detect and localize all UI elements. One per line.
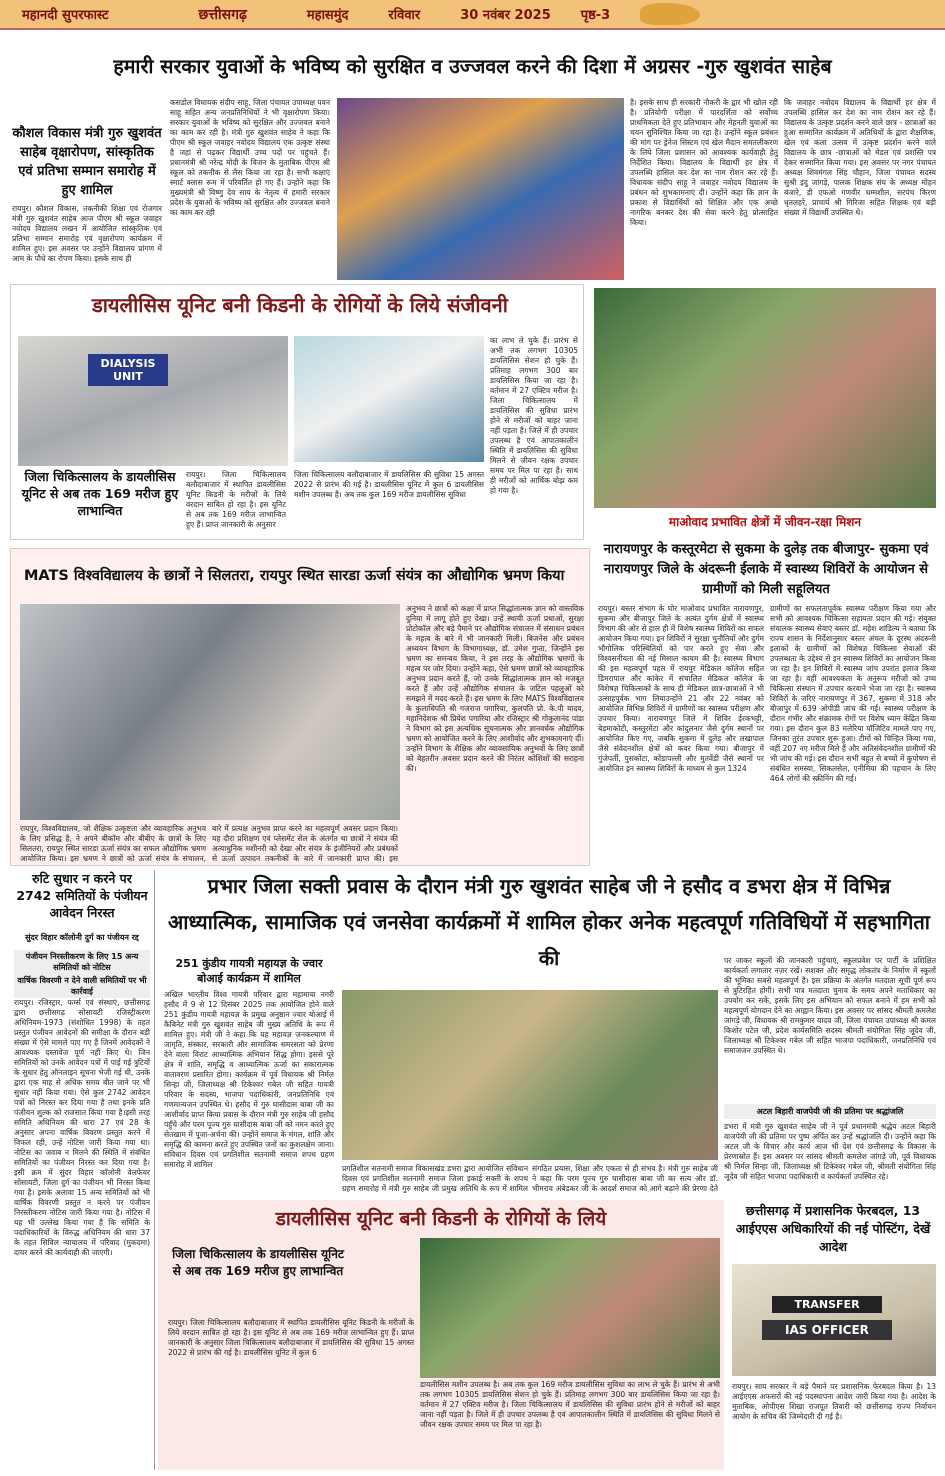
transfer-photo bbox=[732, 1264, 936, 1376]
society-sub2: पंजीयन निरस्तीकरण के लिए 15 अन्य समितियों को नोटिस bbox=[14, 950, 150, 974]
mats-photo bbox=[20, 604, 400, 820]
state-name: छत्तीसगढ़ bbox=[198, 6, 247, 23]
dialysis-col2: जिला चिकित्सालय बलौदाबाजार में डायलिसिस की सुविधा 15 अगस्त 2022 से प्रारंभ की गई है। डायलीसिस यूनिट में कुल 6 डायलीसिस मशीन उपलब्ध है। अब तक कुल 169 मरीज डायलीसिस सुविधा bbox=[294, 470, 484, 499]
dialysis2-headline: डायलीसिस यूनिट बनी किडनी के रोगियों के लिये bbox=[275, 1208, 607, 1230]
cg-map-icon bbox=[640, 3, 700, 25]
society-headline: रुटि सुधार न करने पर 2742 समितियों के पंजीयन आवेदन निरस्त bbox=[16, 871, 148, 920]
prabhar-col4: पर जाकर स्कूलों की जानकारी पहुंचाएं, स्कूलप्रवेश पर पार्टी के प्रशिक्षित कार्यकर्ता लगातार नज़र रखें। सशक्त और समृद्ध लोकतंत्र के निर्माण में स्कूलों की भूमिका सबसे महत्वपूर्ण है। इस प्रक्रिया के अंतर्गत मतदाता सूची पूर्ण रूप से त्रुटिरहित होगी। सभी पात्र मतदाता चुनाव के समय अपने मताधिकार का उपयोग कर सकें, इसके लिए इस अभियान को सफल बनाने में हम सभी को महत्वपूर्ण योगदान देने का आह्वान किया। इस अवसर पर सांसद श्रीमती कमलेश जांगड़े जी, विधायक श्री रामकुमार यादव जी, जिला पंचायत उपाध्यक्ष श्री कमल किशोर पटेल जी, प्रदेश कार्यसमिति सदस्य श्रीमती संयोगिता सिंह जूदेव जी, जिलाध्यक्ष श्री टिकेश्वर गबेल जी सहित भाजपा पदाधिकारी, जनप्रतिनिधि एवं समाजजन उपस्थित थे। bbox=[724, 956, 936, 1055]
prabhar-col3: संगठित प्रयास, शिक्षा और एकता से ही संभव है। मंत्री गुरु साहेब जी ने कहा कि परम पूज्य गुरु घासीदास बाबा जी का सत्य और डॉ. भीमराव अंबेडकर जी के आदर्श समाज को आगे बढ़ाने की प्रेरणा देते bbox=[532, 1164, 718, 1193]
lead-headline: हमारी सरकार युवाओं के भविष्य को सुरक्षित व उज्जवल करने की दिशा में अग्रसर -गुरु खुशवंत साहेब bbox=[113, 55, 832, 78]
lead-col3: है। इसके साथ ही सरकारी नौकरी के द्वार भी खोल रही है। प्रतियोगी परीक्षा में पारदर्शिता को सर्वोच्च प्राथमिकता देते हुए प्रतिभावान और मेहनती युवाओं का चयन सुनिश्चित किया जा रहा है। उन्होंने स्कूल प्रबंधन की मांग पर ड्रेनेज सिस्टम एवं खेल मैदान समतलीकरण के लिये जिला प्रशासन को आवश्यक कार्यवाही हेतु निर्देशित किया। विद्यालय के विद्यार्थी हर क्षेत्र में उपलब्धि हासिल कर देश का नाम रोशन कर रहे हैं। विधायक संदीप साहू ने जवाहर नवोदय विद्यालय के प्रबंधन को शुभकामनाएं दी। उन्होंने कहा कि ज्ञान के प्रकाश से विद्यार्थियों को शिक्षित और एक अच्छे नागरिक बनकर देश की सेवा करने हेतु प्रोत्साहित किया। bbox=[630, 98, 778, 227]
society-body: रायपुर। रजिस्ट्रार, फर्म्स एवं संस्थाएं, छत्तीसगढ़ द्वारा छत्तीसगढ़ सोसायटी रजिस्ट्रीकरण अधिनियम-1973 (संशोधित 1998) के तहत प्रस्तुत पंजीयन आवेदनों की समीक्षा के दौरान बड़ी संख्या में ऐसे मामले पाए गए हैं जिनमें आवेदकों ने आवश्यक दस्तावेज पूर्ण नहीं किए थे। जिन समितियों को उनके आवेदन पत्रों में पाई गई त्रुटियों के सुधार हेतु ऑनलाइन सूचना भेजी गई थी, उनके द्वारा एक माह से अधिक समय बीत जाने पर भी सुधार नहीं किया गया। ऐसे कुल 2742 आवेदन पत्रों को निरस्त कर दिया गया है तथा इनके प्रति पंजीयन शुल्क को राजसात किया गया है।इसी तरह समिति अधिनियम की धारा 27 एवं 28 के अनुसार अपना वार्षिक विवरण प्रस्तुत करने में विफल रही, उन्हें नोटिस जारी किया गया था। नोटिस का जवाब न मिलने की स्थिति में संबंधित समितियों का पंजीयन निरस्त कर दिया गया है। इसी क्रम में सुंदर विहार कॉलोनी वेलफेयर सोसायटी, जिला दुर्ग का पंजीयन भी निरस्त किया गया है। इसके अलावा 15 अन्य समितियों को भी वार्षिक विवरणी प्रस्तुत न करने पर पंजीयन निरस्तीकरण नोटिस जारी किया गया है। नोटिस में यह भी उल्लेख किया गया है कि समिति के पदाधिकारियों के विरुद्ध अधिनियम की धारा 37 के तहत सिविल न्यायालय में परिवाद (मुकदमा) दायर करने की कार्यवाही की जाएगी। bbox=[14, 998, 150, 1257]
prabhar-headline: प्रभार जिला सक्ती प्रवास के दौरान मंत्री गुरु खुशवंत साहेब जी ने हसौद व डभरा क्षेत्र में विभिन्न आध्यात्मिक, सामाजिक एवं जनसेवा कार्यक्रमों में शामिल होकर अनेक महत्वपूर्ण गतिविधियों में सहभागिता की bbox=[168, 874, 930, 970]
prabhar-col2: प्रगतिशील सतनामी समाज विकासखंड डभरा द्वारा आयोजित संविधान दिवस एवं प्रगतिशील सतनामी समाज जिला इकाई सक्ती के शपथ ग्रहण समारोह में मंत्री गुरु साहेब जी प्रमुख अतिथि के रूप में शामिल bbox=[342, 1164, 528, 1193]
mats-col3: अनुभव ने छात्रों को कक्षा में प्राप्त सिद्धांतात्मक ज्ञान को वास्तविक दुनिया में लागू होते हुए देखा। उन्हें स्थायी ऊर्जा प्रथाओं, सुरक्षा प्रोटोकॉल और बड़े पैमाने पर औद्योगिक संचालन में संसाधन प्रबंधन के महत्व के बारे में भी जानकारी मिली। बिजनेस और प्रबंधन अध्ययन विभाग के विभागाध्यक्ष, डॉ. उमेश गुप्ता, जिन्होंने इस भ्रमण का समन्वय किया, ने इस तरह के औद्योगिक भ्रमणों के महत्व पर जोर दिया। उन्होंने कहा, ऐसे भ्रमण छात्रों को व्यावहारिक अनुभव प्रदान करते हैं, जो उनके सिद्धांतात्मक ज्ञान को मजबूत करते हैं और उन्हें औद्योगिक संचालन के जटिल पहलुओं को समझने में मदद करते हैं। इस भ्रमण के लिए MATS विश्वविद्यालय के कुलाधिपति श्री गजराज पगारिया, कुलपति प्रो. के.पी यादव, महानिदेशक श्री प्रियेश पगारिया और रजिस्ट्रार श्री गोकुलानंद पांडा ने विभाग को इस अत्यधिक सूचनात्मक और ज्ञानवर्धक औद्योगिक भ्रमण को आयोजित करने के लिए आशीर्वाद और शुभकामनाएं दीं। उन्होंने विभाग के शैक्षिक और व्यावसायिक अनुभवों के लिए छात्रों को बेहतरीन अवसर प्रदान करने की निरंतर कोशिशों की सराहना की। bbox=[406, 604, 584, 773]
lead-subhead: कौशल विकास मंत्री गुरु खुशवंत साहेब वृक्षारोपण, सांस्कृतिक एवं प्रतिभा सम्मान समारोह में हुए शामिल bbox=[12, 126, 162, 198]
transfer-headline: छत्तीसगढ़ में प्रशासनिक फेरबदल, 13 आईएएस अधिकारियों की नई पोस्टिंग, देखें आदेश bbox=[735, 1203, 931, 1254]
prabhar-photo bbox=[342, 990, 718, 1160]
dialysis-photo-2 bbox=[294, 336, 484, 462]
lead-col1: रायपुर। कौशल विकास, तकनीकी शिक्षा एवं रोजगार मंत्री गुरु खुशवंत साहेब आज पीएम श्री स्कूल जवाहर नवोदय विद्यालय लखन में आयोजित सांस्कृतिक एवं प्रतिभा सम्मान समारोह एवं वृक्षारोपण कार्यक्रम में शामिल हुए। इस अवसर पर उन्होंने विद्यालय प्रांगण में आम के पौधे का रोपण किया। इसके साथ ही bbox=[12, 204, 162, 263]
dialysis2-col2: डायलीसिस मशीन उपलब्ध है। अब तक कुल 169 मरीज डायलीसिस सुविधा का लाभ ले चुके हैं। प्रारंभ से अभी तक लगभग 10305 डायलिसिस सेशन हो चुके हैं। प्रतिमाह लगभग 300 बार डायलिसिस किया जा रहा है। वर्तमान में 27 एक्टिव मरीज है। जिला चिकित्सालय में डायलिसिस की सुविधा प्रारंभ होने से मरीजों को बाहर जाना नहीं पड़ता है। जिले में ही उपचार उपलब्ध है एवं आपातकालीन स्थिति में डायलिसिस की सुविधा मिलने से जीवन रक्षक उपचार समय पर मिल पा रहा है। bbox=[420, 1380, 720, 1429]
city-name: महासमुंद bbox=[306, 8, 349, 23]
dialysis-photo-1 bbox=[18, 336, 288, 466]
dialysis-col1: रायपुर। जिला चिकित्सालय बलौदाबाजार में स्थापित डायलीसिस यूनिट किडनी के मरीजों के लिये वरदान साबित हो रहा है। इस यूनिट से अब तक 169 मरीज लाभान्वित हुए हैं। प्राप्त जानकारी के अनुसार bbox=[186, 470, 286, 529]
prabhar-subhead2: अटल बिहारी वाजपेयी जी की प्रतिमा पर श्रद्धांजलि bbox=[724, 1104, 936, 1119]
dialysis2-col1: रायपुर। जिला चिकित्सालय बलौदाबाजार में स्थापित डायलीसिस यूनिट किडनी के मरीजों के लिये वरदान साबित हो रहा है। इस यूनिट से अब तक 169 मरीज लाभान्वित हुए हैं। प्राप्त जानकारी के अनुसार जिला चिकित्सालय बलौदाबाजार में डायलिसिस की सुविधा 15 अगस्त 2022 से प्रारंभ की गई है। डायलीसिस यूनिट में कुल 6 bbox=[168, 1318, 414, 1357]
maoist-photo-caption: माओवाद प्रभावित क्षेत्रों में जीवन-रक्षा मिशन bbox=[668, 515, 862, 529]
lead-col2: कसडोल विधायक संदीप साहू, जिला पंचायत उपाध्यक्ष पवन साहू सहित अन्य जनप्रतिनिधियों ने भी वृक्षारोपण किया। सरकार युवाओं के भविष्य को सुरक्षित और उज्जवल बनाने का काम कर रही है। मंत्री गुरु खुशवंत साहेब ने कहा कि पीएम श्री स्कूल जवाहर नवोदय विद्यालय एक उत्कृष्ट संस्था है जहां से पढ़कर विद्यार्थी उच्च पदों पर पहुंचते हैं। प्रधानमंत्री श्री नरेन्द्र मोदी के विजन के मुताबिक पीएम श्री स्कूल को तकनीक से लैस किया जा रहा है। सभी कक्षाएं स्मार्ट क्लास रूम में परिवर्तित हो गए हैं। उन्होंने कहा कि मुख्यमंत्री श्री विष्णु देव साय के नेतृत्व में हमारी सरकार प्रदेश के युवाओं के भविष्य को सुरक्षित और उज्जवल बनाने का काम कर रही bbox=[170, 98, 330, 217]
maoist-col2: ग्रामीणों का सफलतापूर्वक स्वास्थ्य परीक्षण किया गया और सभी को आवश्यक चिकित्सा सहायता प्रदान की गई। संयुक्त संचालक स्वास्थ्य सेवाएं बस्तर डॉ. महेश शांडिल्य ने बताया कि राज्य शासन के निर्देशानुसार बस्तर अंचल के दूरस्थ अंदरूनी इलाकों के ग्रामीणों को विशेषज्ञ चिकित्सा सेवाओं की उपलब्धता के उद्देश्य से इन स्वास्थ्य शिविरों का आयोजन किया जा रहा है। इन शिविरों में स्वास्थ्य जांच उपरांत इलाज किया जा रहा है। वहीं आवश्यकता के अनुरूप मरीजों को उच्च चिकित्सा संस्थान में उपचार करवाने भेजा जा रहा है। स्वास्थ्य शिविरों के जरिए नारायणपुर में 367, सुकमा में 318 और बीजापुर में 639 ओपीडी जांच की गईं। स्वास्थ्य परीक्षण के दौरान गंभीर और संक्रामक रोगों पर विशेष ध्यान केंद्रित किया गया। इस दौरान कुल 83 मलेरिया पॉजिटिव मामले पाए गए, जिनका तुरंत उपचार शुरू हुआ। टीमों को चिन्हित किया गया, वहीं 207 नए मरीज मिले हैं और अतिसंवेदनशील ग्रामीणों की भी जांच की गई। इस दौरान सभी बहुत से बच्चों में कुपोषण से संबंधित समस्या, सिकलसेल, एनीमिया की पहचान के लिए 464 लोगों की स्क्रीनिंग की गई। bbox=[770, 604, 936, 783]
dialysis2-photo bbox=[420, 1238, 720, 1378]
society-sub3: वार्षिक विवरणी न देने वाली समितियों पर भी कार्रवाई bbox=[14, 974, 150, 998]
dialysis-col3: का लाभ ले चुके हैं। प्रारंभ से अभी तक लगभग 10305 डायलिसिस सेशन हो चुके हैं। प्रतिमाह लगभग 300 बार डायलिसिस किया जा रहा है। वर्तमान में 27 एक्टिव मरीज है। जिला चिकित्सालय में डायलिसिस की सुविधा प्रारंभ होने से मरीजों को बाहर जाना नहीं पड़ता है। जिले में ही उपचार उपलब्ध है एवं आपातकालीन स्थिति में डायलिसिस की सुविधा मिलने से जीवन रक्षक उपचार समय पर मिल पा रहा है। साथ ही मरीजों को आर्थिक बोझ कम हो गया है। bbox=[490, 336, 578, 495]
page-number: पृष्ठ-3 bbox=[580, 8, 611, 23]
prabhar-subhead: 251 कुंडीय गायत्री महायज्ञ के ज्वार बोआई कार्यक्रम में शामिल bbox=[175, 957, 323, 985]
transfer-body: रायपुर। साय सरकार ने बड़े पैमाने पर प्रशासनिक फेरबदल किया है। 13 आईएएस अफसरों की नई पदस्थापना आदेश जारी किया गया है। आदेश के मुताबिक, ओपीएस शिखा राजपूत तिवारी को छत्तीसगढ़ राज्य निर्वाचन आयोग के सचिव की जिम्मेदारी दी गई है। bbox=[732, 1382, 936, 1421]
mats-col1: रायपुर, विश्वविद्यालय, जो शैक्षिक उत्कृष्टता और व्यावहारिक अनुभव के लिए प्रसिद्ध है, ने अपने बीकॉम और बीबीए के छात्रों के लिए सिलतरा, रायपुर स्थित सारडा ऊर्जा संयंत्र का सफल औद्योगिक भ्रमण आयोजित किया। इस भ्रमण ने छात्रों को ऊर्जा संयंत्र के संचालन, bbox=[20, 824, 206, 863]
lead-photo bbox=[337, 98, 624, 280]
dialysis2-caption: जिला चिकित्सालय के डायलीसिस यूनिट से अब तक 169 मरीज हुए लाभान्वित bbox=[172, 1247, 344, 1278]
prabhar-col1: अखिल भारतीय विश्व गायत्री परिवार द्वारा महामाया नगरी हसौद में 9 से 12 दिसंबर 2025 तक आयोजित होने वाले 251 कुंडीय गायत्री महायज्ञ के प्रमुख अनुष्ठान ज्वार बोआई में कैबिनेट मंत्री गुरु खुशवंत साहेब जी मुख्य अतिथि के रूप में शामिल हुए। मंत्री जी ने कहा कि यह महायज्ञ जनकल्याण में जागृति, संस्कार, सरकारी और सामाजिक समरसता को प्रेरणा देने वाला विराट आध्यात्मिक अभियान सिद्ध होगा। इससे पूरे क्षेत्र में शांति, समृद्धि व आध्यात्मिक ऊर्जा का सकारात्मक वातावरण प्रसारित होगा। कार्यक्रम में पूर्व विधायक श्री निर्मल सिन्हा जी, जिलाध्यक्ष श्री टिकेश्वर गबेल जी सहित गायत्री परिवार के सदस्य, भाजपा पदाधिकारी, जनप्रतिनिधि एवं गणमान्यजन उपस्थित थे। हसौद में गुरु घासीदास बाबा जी का आशीर्वाद प्राप्त किया प्रवास के दौरान मंत्री गुरु साहेब जी हसौद पहुँचे और परम पूज्य गुरु घासीदास बाबा जी को नमन करते हुए सेतखाम में पूजा-अर्चना की। उन्होंने समाज के मंगल, शांति और समृद्धि की कामना करते हुए उपस्थित जनों का कुशलक्षेम जाना। संविधान दिवस एवं प्रगतिशील सतनामी समाज शपथ ग्रहण समारोह में शामिल bbox=[164, 990, 334, 1169]
transfer-sign1: TRANSFER bbox=[772, 1296, 882, 1313]
mats-headline: MATS विश्वविद्यालय के छात्रों ने सिलतरा, रायपुर स्थित सारडा ऊर्जा संयंत्र का औद्योगिक भ्रमण किया bbox=[24, 568, 565, 584]
mats-col2: बारे में प्रत्यक्ष अनुभव प्राप्त करने का महत्वपूर्ण अवसर प्रदान किया।यह दौरा प्रशिक्षण एवं प्लेसमेंट सेल के अंतर्गत था छात्रों ने संयंत्र की अत्याधुनिक मशीनरी को देखा और संयंत्र के इंजीनियरों और प्रबंधकों से ऊर्जा उत्पादन तकनीकों के बारे में जानकारी प्राप्त की। इस bbox=[212, 824, 398, 863]
divider-vertical bbox=[154, 870, 155, 1470]
paper-name: महानदी सुपरफास्ट bbox=[22, 8, 109, 23]
masthead-bar bbox=[0, 0, 945, 30]
dialysis-headline: डायलीसिस यूनिट बनी किडनी के रोगियों के लिये संजीवनी bbox=[92, 293, 508, 317]
lead-col4: कि जवाहर नवोदय विद्यालय के विद्यार्थी हर क्षेत्र में उपलब्धि हासिल कर देश का नाम रोशन कर रहे हैं। विद्यालय के उत्कृष्ट प्रदर्शन करने वाले छात्र - छात्राओं का हुआ सम्मानित कार्यक्रम में अतिथियों के द्वारा शैक्षणिक, खेल एवं कला उत्सव में उत्कृष्ट प्रदर्शन करने वाले विद्यालय के छात्र -छात्राओं को मेडल एवं प्रशस्ति पत्र देकर सम्मानित किया गया। इस अवसर पर नगर पंचायत अध्यक्ष शिवमंगल सिंह चौहान, जिला पंचायत सदस्य सुश्री इंदु जांगड़े, पालक शिक्षक संघ के अध्यक्ष मोहन बंजारे, डी एफओ गणवीर धम्मशील, सरपंच किरण धृतलहरे, प्राचार्य श्री गिरिजा सहित शिक्षक एवं बड़ी संख्या में विद्यार्थी उपस्थित थे। bbox=[784, 98, 936, 217]
prabhar-col5: डभरा में मंत्री गुरु खुशवंत साहेब जी ने पूर्व प्रधानमंत्री श्रद्धेय अटल बिहारी वाजपेयी जी की प्रतिमा पर पुष्प अर्पित कर उन्हें श्रद्धांजलि दी। उन्होंने कहा कि अटल जी के विचार और कार्य आज भी देश एवं छत्तीसगढ़ के विकास के प्रेरणास्रोत हैं। इस अवसर पर सांसद श्रीमती कमलेश जांगड़े जी, पूर्व विधायक श्री निर्मल सिन्हा जी, जिलाध्यक्ष श्री टिकेश्वर गबेल जी, श्रीमती संयोगिता सिंह जूदेव जी सहित भाजपा पदाधिकारी व कार्यकर्ता उपस्थित रहे। bbox=[724, 1122, 936, 1181]
day-name: रविवार bbox=[388, 8, 421, 23]
maoist-col1: रायपुर। बस्तर संभाग के घोर माओवाद प्रभावित नारायणपुर, सुकमा और बीजापुर जिले के अत्यंत दुर्गम क्षेत्रों में स्वास्थ्य विभाग की ओर से हाल ही में विशेष स्वास्थ्य शिविरों का सफल आयोजन किया गया। इन शिविरों ने सुरक्षा चुनौतियों और दुर्गम भौगोलिक परिस्थितियों को पार करते हुए सेवा और विश्वसनीयता की नई मिसाल कायम की है। स्वास्थ्य विभाग की इस महत्वपूर्ण पहल में रायपुर मेडिकल कॉलेज सहित डिमरापाल और कांकेर में संचालित मेडिकल कॉलेज के विशेषज्ञ चिकित्सकों के साथ ही मेडिकल छात्र-छात्राओं ने भी उत्साहपूर्वक भाग लियाउन्होंने 21 और 22 नवंबर को आयोजित विभिन्न शिविरों में ग्रामीणों का स्वास्थ्य परीक्षण और उपचार किया। नारायणपुर जिले में शिविर ईरकभट्टी, बेड़माकोटी, कस्तूरमेटा और कांदुलनार जैसे दुर्गम स्थानों पर आयोजित किए गए, जबकि सुकमा में दुलेड़ और लखापाल जैसे संवेदनशील क्षेत्रों को कवर किया गया। बीजापुर में गुंजेपर्ती, पुसकोंटा, कोंडापल्ली और मुतवेंडी जैसे स्थानों पर आयोजित इन स्वास्थ्य शिविरों के माध्यम से कुल 1324 bbox=[598, 604, 764, 773]
date-text: 30 नवंबर 2025 bbox=[460, 8, 551, 23]
maoist-headline: नारायणपुर के कस्तूरमेटा से सुकमा के दुलेड़ तक बीजापुर- सुकमा एवं नारायणपुर जिले के अंदरूनी ईलाके में स्वास्थ्य शिविरों के आयोजन से ग्रामीणों को मिली सहूलियत bbox=[603, 542, 929, 597]
maoist-photo bbox=[594, 288, 936, 508]
dialysis-sign: DIALYSIS UNIT bbox=[88, 354, 168, 386]
transfer-sign2: IAS OFFICER bbox=[762, 1320, 892, 1340]
dialysis-caption: जिला चिकित्सालय के डायलीसिस यूनिट से अब तक 169 मरीज हुए लाभान्वित bbox=[21, 469, 179, 518]
society-sub1: सुंदर विहार कॉलोनी दुर्ग का पंजीयन रद्द bbox=[25, 933, 139, 942]
